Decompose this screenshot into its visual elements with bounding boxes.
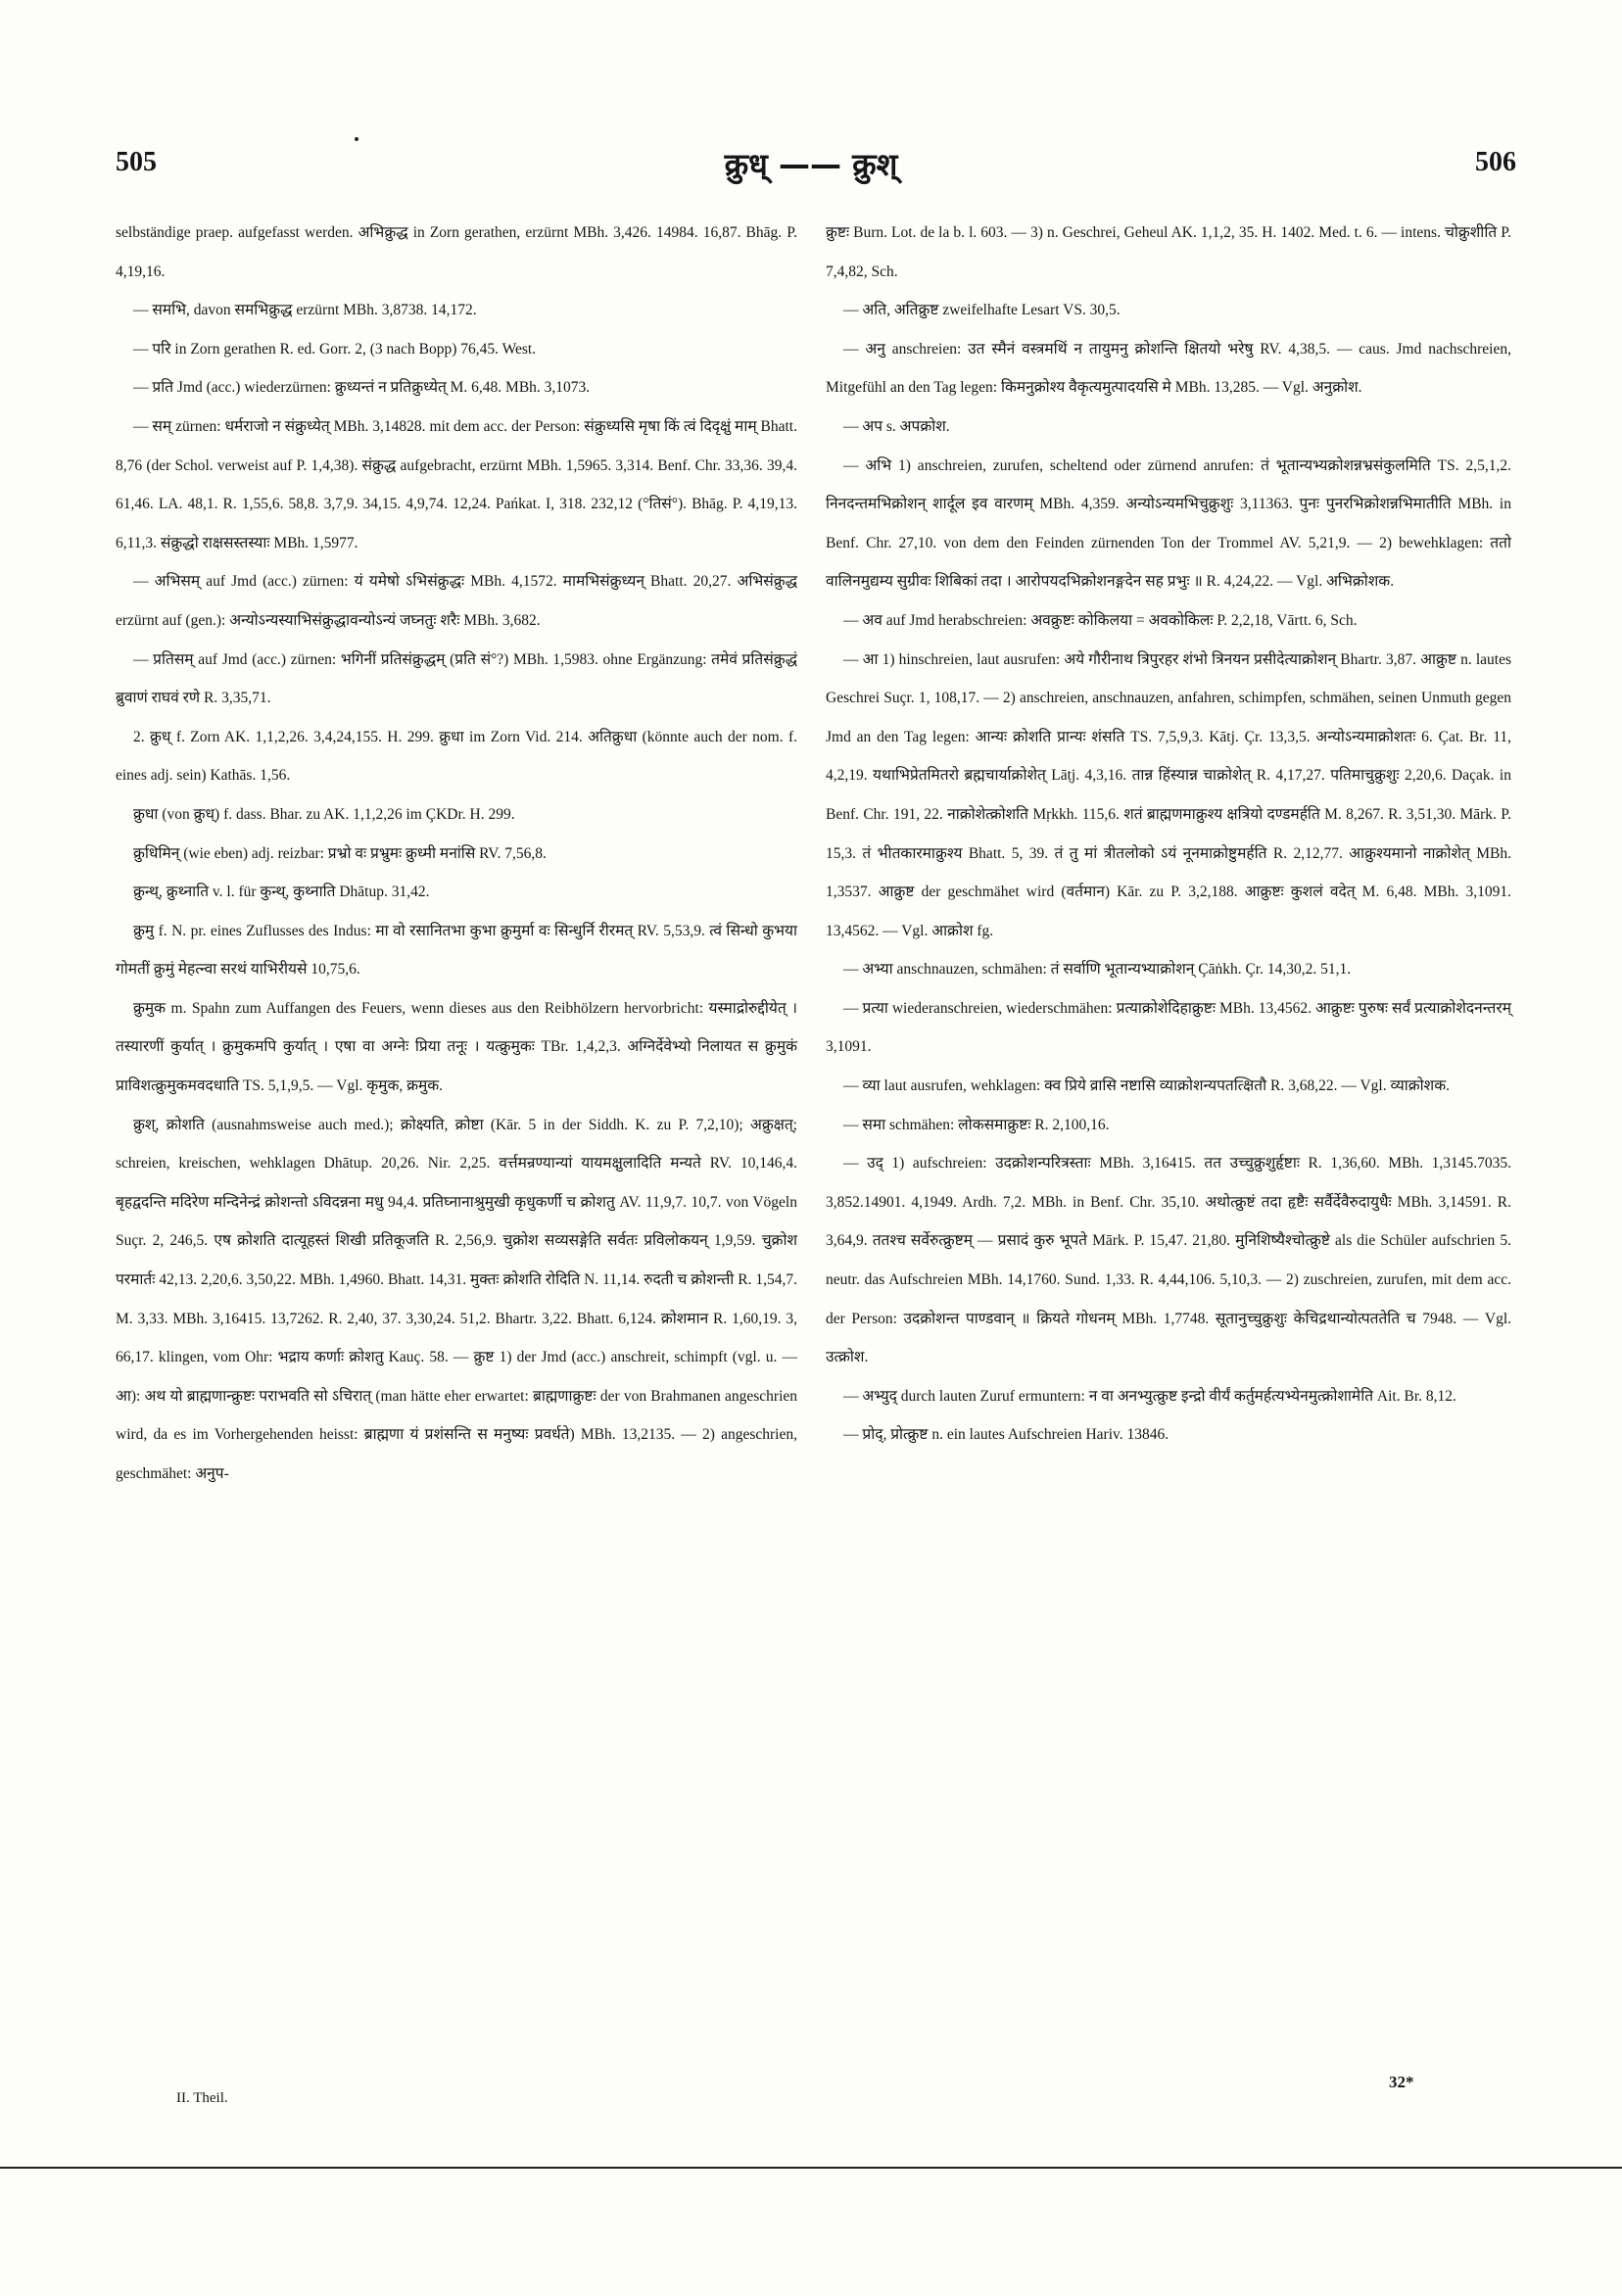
entry-paragraph: — आ 1) hinschreien, laut ausrufen: अये गौरीनाथ त्रिपुरहर शंभो त्रिनयन प्रसीदेत्याक्रोशन् Bhartr. 3,87. आक्रुष्ट n. lautes Geschrei Suçr. 1, 108,17. — 2) anschreien, anschnauzen, anfahren, schimpfen, schmähen, seinen Unmuth gegen Jmd an den Tag legen: आन्यः क्रोशति प्रान्यः शंसति TS. 7,5,9,3. Kātj. Çr. 13,3,5. अन्योऽन्यमाक्रोशतः 6. Çat. Br. 11, 4,2,19. यथाभिप्रेतमितरो ब्रह्मचार्याक्रोशेत् Lāṭj. 4,3,16. तान्न हिंस्यान्न चाक्रोशेत् R. 4,17,27. पतिमाचुक्रुशुः 2,20,6. Daçak. in Benf. Chr. 191, 22. नाक्रोशेत्क्रोशति Mṛkkh. 115,6. शतं ब्राह्मणमाक्रुश्य क्षत्रियो दण्डमर्हति M. 8,267. R. 3,51,30. Mārk. P. 15,3. तं भीतकारमाक्रुश्य Bhatt. 5, 39. तं तु मां त्रीतलोको ऽयं नूनमाक्रोष्टुमर्हति R. 2,12,77. आक्रुश्यमानो नाक्रोशेत् MBh. 1,3537. आक्रुष्ट der geschmähet wird (वर्तमान) Kār. zu P. 3,2,188. आक्रुष्टः कुशलं वदेत् M. 6,48. MBh. 3,1091. 13,4562. — Vgl. आक्रोश fg. bbox=[826, 650, 1511, 939]
print-mark bbox=[355, 137, 358, 141]
entry-paragraph: क्रुश्, क्रोशति (ausnahmsweise auch med.); क्रोक्ष्यति, क्रोष्टा (Kār. 5 in der Siddh. K. zu P. 7,2,10); अक्रुक्षत्; schreien, kreischen, wehklagen Dhātup. 20,26. Nir. 2,25. वर्त्तमन्रण्यान्यां यायमक्षुलादिति मन्यते RV. 10,146,4. बृहद्वदन्ति मदिरेण मन्दिनेन्द्रं क्रोशन्तो ऽविदन्नना मधु 94,4. प्रतिघ्नानाश्रुमुखी कृधुकर्णी च क्रोशतु AV. 11,9,7. 10,7. von Vögeln Suçr. 2, 246,5. एष क्रोशति दात्यूहस्तं शिखी प्रतिकूजति R. 2,56,9. चुक्रोश सव्यसङ्गेति सर्वतः प्रविलोकयन् 1,9,59. चुक्रोश परमार्तः 42,13. 2,20,6. 3,50,22. MBh. 1,4960. Bhatt. 14,31. मुक्तः क्रोशति रोदिति N. 11,14. रुदती च क्रोशन्ती R. 1,54,7. M. 3,33. MBh. 3,16415. 13,7262. R. 2,40, 37. 3,30,24. 51,2. Bhartr. 3,22. Bhatt. 6,124. क्रोशमान R. 1,60,19. 3, 66,17. klingen, vom Ohr: भद्राय कर्णाः क्रोशतु Kauç. 58. — क्रुष्ट 1) der Jmd (acc.) anschreit, schimpft (vgl. u. — आ): अथ यो ब्राह्मणान्क्रुष्टः पराभवति सो ऽचिरात् (man hätte eher erwartet: ब्राह्मणाक्रुष्टः der von Brahmanen angeschrien wird, da es im Vorhergehenden heisst: ब्राह्मणा यं प्रशंसन्ति स मनुष्यः प्रवर्धते) MBh. 13,2135. — 2) angeschrien, geschmähet: अनुप- bbox=[116, 1116, 797, 1482]
entry-paragraph: क्रुधिमिन् (wie eben) adj. reizbar: प्रभ्रो वः प्रभ्रुमः क्रुध्मी मनांसि RV. 7,56,8. bbox=[133, 844, 547, 862]
entry-paragraph: selbständige praep. aufgefasst werden. अभिक्रुद्ध in Zorn gerathen, erzürnt MBh. 3,426. 14984. 16,87. Bhāg. P. 4,19,16. bbox=[116, 224, 797, 280]
page-number-right: 506 bbox=[1475, 147, 1516, 177]
entry-paragraph: — अभ्या anschnauzen, schmähen: तं सर्वाणि भूतान्यभ्याक्रोशन् Çāṅkh. Çr. 14,30,2. 51,1. bbox=[843, 961, 1352, 979]
entry-paragraph: — समभि, davon समभिक्रुद्ध erzürnt MBh. 3,8738. 14,172. bbox=[133, 302, 477, 319]
entry-paragraph: क्रुन्थ्, क्रुथ्नाति v. l. für कुन्थ्, कुथ्नाति Dhātup. 31,42. bbox=[133, 884, 430, 901]
entry-paragraph: — सम् zürnen: धर्मराजो न संक्रुध्येत् MBh. 3,14828. mit dem acc. der Person: संक्रुध्यसि मृषा किं त्वं दिदृक्षुं माम् Bhatt. 8,76 (der Schol. verweist auf P. 1,4,38). संक्रुद्ध aufgebracht, erzürnt MBh. 1,5965. 3,314. Benf. Chr. 33,36. 39,4. 61,46. LA. 48,1. R. 1,55,6. 58,8. 3,7,9. 34,15. 4,9,74. 12,24. Pańkat. I, 318. 232,12 (°तिसं°). Bhāg. P. 4,19,13. 6,11,3. संक्रुद्धो राक्षसस्तस्याः MBh. 1,5977. bbox=[116, 417, 797, 551]
entry-paragraph: — अति, अतिक्रुष्ट zweifelhafte Lesart VS. 30,5. bbox=[843, 302, 1121, 319]
entry-paragraph: क्रुमुक m. Spahn zum Auffangen des Feuers, wenn dieses aus den Reibhölzern hervorbricht: यस्माद्रोरुद्दीयेत् । तस्यारणीं कुर्यात् । क्रुमुकमपि कुर्यात् । एषा वा अग्नेः प्रिया तनूः । यत्क्रुमुकः TBr. 1,4,2,3. अग्निर्देवेभ्यो निलायत स क्रुमुकं प्राविशत्क्रुमुकमवदधाति TS. 5,1,9,5. — Vgl. कृमुक, क्रमुक. bbox=[116, 999, 797, 1095]
entry-paragraph: — प्रतिसम् auf Jmd (acc.) zürnen: भगिनीं प्रतिसंक्रुद्धम् (प्रति सं°?) MBh. 1,5983. ohne Ergänzung: तमेवं प्रतिसंक्रुद्धं ब्रुवाणं राघवं रणे R. 3,35,71. bbox=[116, 650, 797, 707]
entry-paragraph: — अभ्युद् durch lauten Zuruf ermuntern: न वा अनभ्युत्क्रुष्ट इन्द्रो वीर्यं कर्तुमर्हत्यभ्येनमुत्क्रोशामेति Ait. Br. 8,12. bbox=[843, 1387, 1456, 1405]
left-column bbox=[116, 214, 797, 1494]
entry-paragraph: — व्या laut ausrufen, wehklagen: क्व प्रिये व्रासि नष्टासि व्याक्रोशन्यपतत्क्षितौ R. 3,68,22. — Vgl. व्याक्रोशक. bbox=[843, 1077, 1450, 1095]
signature-mark: 32* bbox=[1389, 2073, 1414, 2091]
entry-paragraph: — समा schmähen: लोकसमाक्रुष्टः R. 2,100,16. bbox=[843, 1116, 1110, 1133]
entry-paragraph: — अप s. अपक्रोश. bbox=[843, 417, 950, 435]
right-column bbox=[826, 214, 1511, 1455]
entry-paragraph: क्रुमु f. N. pr. eines Zuflusses des Indus: मा वो रसानितभा कुभा क्रुमुर्मा वः सिन्धुर्नि रीरमत् RV. 5,53,9. त्वं सिन्धो कुभया गोमतीं क्रुमुं मेहत्न्वा सरथं याभिरीयसे 10,75,6. bbox=[116, 922, 797, 979]
entry-paragraph: — प्रत्या wiederanschreien, wiederschmähen: प्रत्याक्रोशेदिहाक्रुष्टः MBh. 13,4562. आक्रुष्टः पुरुषः सर्वं प्रत्याक्रोशेदनन्तरम् 3,1091. bbox=[826, 999, 1511, 1056]
entry-paragraph: — प्रोद्, प्रोत्क्रुष्ट n. ein lautes Aufschreien Hariv. 13846. bbox=[843, 1426, 1169, 1444]
bottom-rule bbox=[0, 2167, 1622, 2169]
entry-paragraph: — अव auf Jmd herabschreien: अवक्रुष्टः कोकिलया = अवकोकिलः P. 2,2,18, Vārtt. 6, Sch. bbox=[843, 611, 1358, 629]
running-head: क्रुध् —— क्रुश् bbox=[724, 146, 898, 183]
page-number-left: 505 bbox=[116, 147, 157, 177]
entry-paragraph: — परि in Zorn gerathen R. ed. Gorr. 2, (3 nach Bopp) 76,45. West. bbox=[133, 340, 537, 358]
entry-paragraph: — अभिसम् auf Jmd (acc.) zürnen: यं यमेषो ऽभिसंक्रुद्धः MBh. 4,1572. मामभिसंक्रुध्यन् Bhatt. 20,27. अभिसंक्रुद्ध erzürnt auf (gen.): अन्योऽन्यस्याभिसंक्रुद्धावन्योऽन्यं जघ्नतुः शरैः MBh. 3,682. bbox=[116, 573, 797, 629]
entry-paragraph: क्रुधा (von क्रुध्) f. dass. Bhar. zu AK. 1,1,2,26 im ÇKDr. H. 299. bbox=[133, 805, 515, 823]
entry-paragraph: क्रुष्टः Burn. Lot. de la b. l. 603. — 3) n. Geschrei, Geheul AK. 1,1,2, 35. H. 1402. Med. t. 6. — intens. चोक्रुशीति P. 7,4,82, Sch. bbox=[826, 224, 1511, 280]
entry-paragraph: — प्रति Jmd (acc.) wiederzürnen: क्रुध्यन्तं न प्रतिक्रुध्येत् M. 6,48. MBh. 3,1073. bbox=[133, 379, 591, 397]
entry-paragraph: — उद् 1) aufschreien: उदक्रोशन्परित्रस्ताः MBh. 3,16415. तत उच्चुक्रुशुर्हृष्टाः R. 1,36,60. MBh. 1,3145.7035. 3,852.14901. 4,1949. Ardh. 7,2. MBh. in Benf. Chr. 35,10. अथोत्क्रुष्टं तदा हृष्टैः सर्वैर्देवैरुदायुधैः MBh. 3,14591. R. 3,64,9. ततश्च सर्वेरुत्क्रुष्टम् — प्रसादं कुरु भूपते Mārk. P. 15,47. 21,80. मुनिशिष्यैश्चोत्क्रुष्टे als die Schüler aufschrien 5. neutr. das Aufschreien MBh. 14,1760. Sund. 1,33. R. 4,44,106. 5,10,3. — 2) zuschreien, zurufen, mit dem acc. der Person: उदक्रोशन्त पाण्डवान् ॥ क्रियते गोधनम् MBh. 1,7748. सूतानुच्चुक्रुशुः केचिद्रथान्योत्पततेति च 7948. — Vgl. उत्क्रोश. bbox=[826, 1155, 1511, 1366]
volume-label: II. Theil. bbox=[176, 2090, 228, 2106]
entry-paragraph: — अनु anschreien: उत स्मैनं वस्त्रमथिं न तायुमनु क्रोशन्ति क्षितयो भरेषु RV. 4,38,5. — caus. Jmd nachschreien, Mitgefühl an den Tag legen: किमनुक्रोश्य वैकृत्यमुत्पादयसि मे MBh. 13,285. — Vgl. अनुक्रोश. bbox=[826, 340, 1511, 397]
entry-paragraph: — अभि 1) anschreien, zurufen, scheltend oder zürnend anrufen: तं भूतान्यभ्यक्रोशन्नभ्रसंकुलमिति TS. 2,5,1,2. निनदन्तमभिक्रोशन् शार्दूल इव वारणम् MBh. 4,359. अन्योऽन्यमभिचुक्रुशुः 3,11363. पुनः पुनरभिक्रोशन्नभिमातीति MBh. in Benf. Chr. 27,10. von dem den Feinden zürnenden Ton der Trommel AV. 5,21,9. — 2) bewehklagen: ततो वालिनमुद्यम्य सुग्रीवः शिबिकां तदा । आरोपयदभिक्रोशनङ्गदेन सह प्रभुः ॥ R. 4,24,22. — Vgl. अभिक्रोशक. bbox=[826, 456, 1511, 591]
entry-paragraph: 2. क्रुध् f. Zorn AK. 1,1,2,26. 3,4,24,155. H. 299. क्रुधा im Zorn Vid. 214. अतिक्रुधा (könnte auch der nom. f. eines adj. sein) Kathās. 1,56. bbox=[116, 728, 797, 785]
